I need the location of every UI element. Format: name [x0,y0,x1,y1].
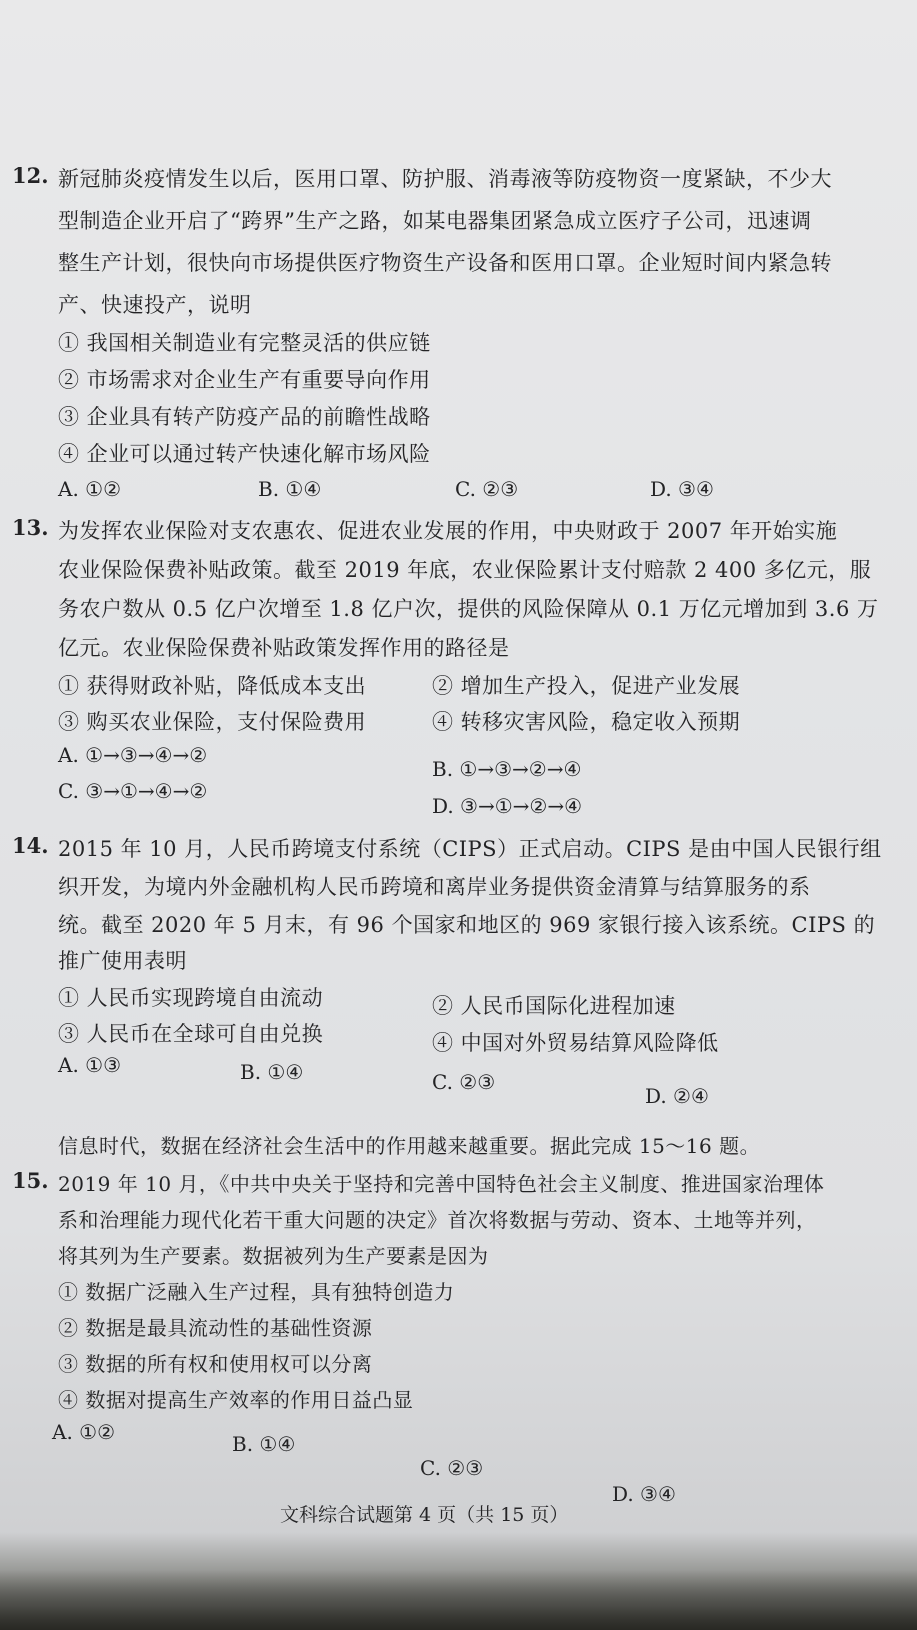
statement: ④ 转移灾害风险，稳定收入预期 [432,710,741,734]
question-text-line: 统。截至 2020 年 5 月末，有 96 个国家和地区的 969 家银行接入该系统。CIPS 的 [58,913,876,937]
question-text-line: 型制造企业开启了“跨界”生产之路，如某电器集团紧急成立医疗子公司，迅速调 [58,209,812,233]
photo-edge-shadow [0,1570,917,1630]
statement: ④ 数据对提高生产效率的作用日益凸显 [58,1388,414,1412]
question-text-line: 亿元。农业保险保费补贴政策发挥作用的路径是 [58,636,510,660]
question-number: 12. [12,163,49,188]
statement: ① 获得财政补贴，降低成本支出 [58,674,367,698]
statement: ③ 企业具有转产防疫产品的前瞻性战略 [58,405,431,429]
question-text-line: 农业保险保费补贴政策。截至 2019 年底，农业保险累计支付赔款 2 400 多亿元，服 [58,558,872,582]
answer-option: C. ③→①→④→② [58,779,208,803]
question-text-line: 织开发，为境内外金融机构人民币跨境和离岸业务提供资金清算与结算服务的系 [58,875,811,899]
question-text-line: 2015 年 10 月，人民币跨境支付系统（CIPS）正式启动。CIPS 是由中国人民银行组 [58,837,882,861]
answer-option: A. ①③ [58,1053,122,1077]
answer-option: C. ②③ [455,477,519,501]
question-number: 15. [12,1168,49,1193]
page-footer: 文科综合试题第 4 页（共 15 页） [280,1504,569,1526]
statement: ② 人民币国际化进程加速 [432,994,676,1018]
answer-option: D. ②④ [645,1084,709,1108]
section-intro: 信息时代，数据在经济社会生活中的作用越来越重要。据此完成 15～16 题。 [58,1134,761,1158]
statement: ② 市场需求对企业生产有重要导向作用 [58,368,431,392]
question-text-line: 系和治理能力现代化若干重大问题的决定》首次将数据与劳动、资本、土地等并列， [58,1208,817,1232]
answer-option: A. ①→③→④→② [58,743,208,767]
question-text-line: 推广使用表明 [58,949,187,973]
question-text-line: 将其列为生产要素。数据被列为生产要素是因为 [58,1244,489,1268]
answer-option: B. ①→③→②→④ [432,757,582,781]
question-text-line: 为发挥农业保险对支农惠农、促进农业发展的作用，中央财政于 2007 年开始实施 [58,519,838,543]
statement: ② 增加生产投入，促进产业发展 [432,674,741,698]
answer-option: B. ①④ [258,477,322,501]
statement: ③ 数据的所有权和使用权可以分离 [58,1352,373,1376]
statement: ② 数据是最具流动性的基础性资源 [58,1316,373,1340]
question-text-line: 产、快速投产，说明 [58,293,252,317]
question-number: 13. [12,515,49,540]
answer-option: C. ②③ [420,1456,484,1480]
answer-option: A. ①② [58,477,122,501]
question-text-line: 2019 年 10 月，《中共中央关于坚持和完善中国特色社会主义制度、推进国家治理体 [58,1172,825,1196]
question-text-line: 新冠肺炎疫情发生以后，医用口罩、防护服、消毒液等防疫物资一度紧缺，不少大 [58,167,832,191]
answer-option: A. ①② [52,1420,116,1444]
question-text-line: 务农户数从 0.5 亿户次增至 1.8 亿户次，提供的风险保障从 0.1 万亿元增加到 3.6 万 [58,597,879,621]
answer-option: D. ③→①→②→④ [432,794,583,818]
answer-option: D. ③④ [650,477,714,501]
statement: ④ 企业可以通过转产快速化解市场风险 [58,442,431,466]
question-text-line: 整生产计划，很快向市场提供医疗物资生产设备和医用口罩。企业短时间内紧急转 [58,251,832,275]
statement: ① 我国相关制造业有完整灵活的供应链 [58,331,431,355]
answer-option: C. ②③ [432,1070,496,1094]
statement: ④ 中国对外贸易结算风险降低 [432,1031,719,1055]
statement: ① 数据广泛融入生产过程，具有独特创造力 [58,1280,455,1304]
question-number: 14. [12,833,49,858]
answer-option: D. ③④ [612,1482,676,1506]
answer-option: B. ①④ [232,1432,296,1456]
statement: ① 人民币实现跨境自由流动 [58,986,324,1010]
statement: ③ 购买农业保险，支付保险费用 [58,710,367,734]
answer-option: B. ①④ [240,1060,304,1084]
statement: ③ 人民币在全球可自由兑换 [58,1022,324,1046]
